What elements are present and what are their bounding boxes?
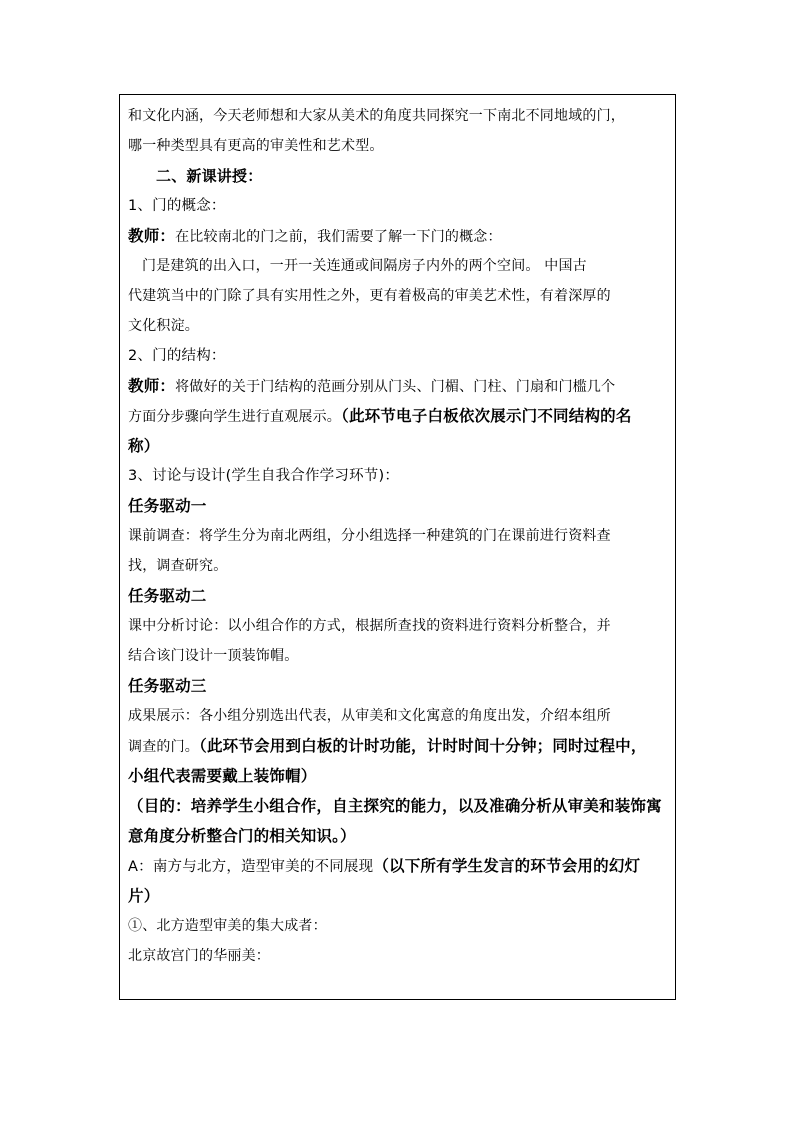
section-heading: 二、新课讲授： — [156, 167, 263, 185]
part-a-line-2: 片） — [128, 887, 160, 905]
teacher-text: 在比较南北的门之前，我们需要了解一下门的概念： — [175, 229, 502, 245]
task1-label: 任务驱动一 — [128, 497, 207, 515]
task2-line-2: 结合该门设计一顶装饰帽。 — [128, 648, 299, 664]
part-a-line-1-bold: （以下所有学生发言的环节会用的幻灯 — [373, 857, 641, 875]
task1-line-1: 课前调查：将学生分为南北两组，分小组选择一种建筑的门在课前进行资料查 — [128, 528, 611, 544]
task2-line-1: 课中分析讨论：以小组合作的方式，根据所查找的资料进行资料分析整合，并 — [128, 618, 611, 634]
part2-line-3: 称） — [128, 437, 160, 455]
definition-line-1: 门是建筑的出入口，一开一关连通或间隔房子内外的两个空间。 中国古 — [142, 258, 587, 274]
task2-label: 任务驱动二 — [128, 587, 207, 605]
task1-line-2: 找，调查研究。 — [128, 558, 228, 574]
part1-teacher-line — [128, 221, 668, 251]
part2-line-2-plain: 方面分步骤向学生进行直观展示。 — [128, 409, 341, 425]
definition-line-2: 代建筑当中的门除了具有实用性之外，更有着极高的审美艺术性，有着深厚的 — [128, 288, 611, 304]
teacher-label: 教师： — [128, 377, 176, 395]
definition-line-3: 文化积淀。 — [128, 318, 199, 334]
part1-title: 1、门的概念： — [128, 198, 226, 214]
goal-line-2: 意角度分析整合门的相关知识。） — [128, 827, 356, 845]
intro-line-2: 哪一种类型具有更高的审美性和艺术型。 — [128, 138, 384, 154]
part-a-line-1-plain: A：南方与北方，造型审美的不同展现 — [128, 859, 374, 875]
document-table-cell — [119, 94, 676, 1000]
teacher-text: 将做好的关于门结构的范画分别从门头、门楣、门柱、门扇和门槛几个 — [175, 379, 616, 395]
part3-title: 3、讨论与设计(学生自我合作学习环节)： — [128, 468, 400, 484]
goal-line-1: （目的：培养学生小组合作，自主探究的能力，以及准确分析从审美和装饰寓 — [128, 797, 662, 815]
part-a-item-2: 北京故宫门的华丽美： — [128, 948, 270, 964]
part-a-line-1 — [128, 851, 668, 881]
task3-label: 任务驱动三 — [128, 677, 207, 695]
part2-title: 2、门的结构： — [128, 348, 226, 364]
task3-line-2 — [128, 731, 668, 761]
task3-line-2-bold: （此环节会用到白板的计时功能，计时时间十分钟；同时过程中， — [199, 737, 647, 755]
intro-line-1: 和文化内涵，今天老师想和大家从美术的角度共同探究一下南北不同地域的门， — [128, 108, 625, 124]
part-a-item-1: ①、北方造型审美的集大成者： — [128, 918, 327, 934]
document-body — [128, 101, 668, 971]
task3-line-1: 成果展示：各小组分别选出代表，从审美和文化寓意的角度出发，介绍本组所 — [128, 708, 611, 724]
teacher-label: 教师： — [128, 227, 176, 245]
task3-line-2-plain: 调查的门。 — [128, 739, 199, 755]
part2-line-2-bold: （此环节电子白板依次展示门不同结构的名 — [341, 407, 632, 425]
part2-teacher-line — [128, 371, 668, 401]
part2-line-2 — [128, 401, 668, 431]
task3-line-3: 小组代表需要戴上装饰帽） — [128, 767, 317, 785]
